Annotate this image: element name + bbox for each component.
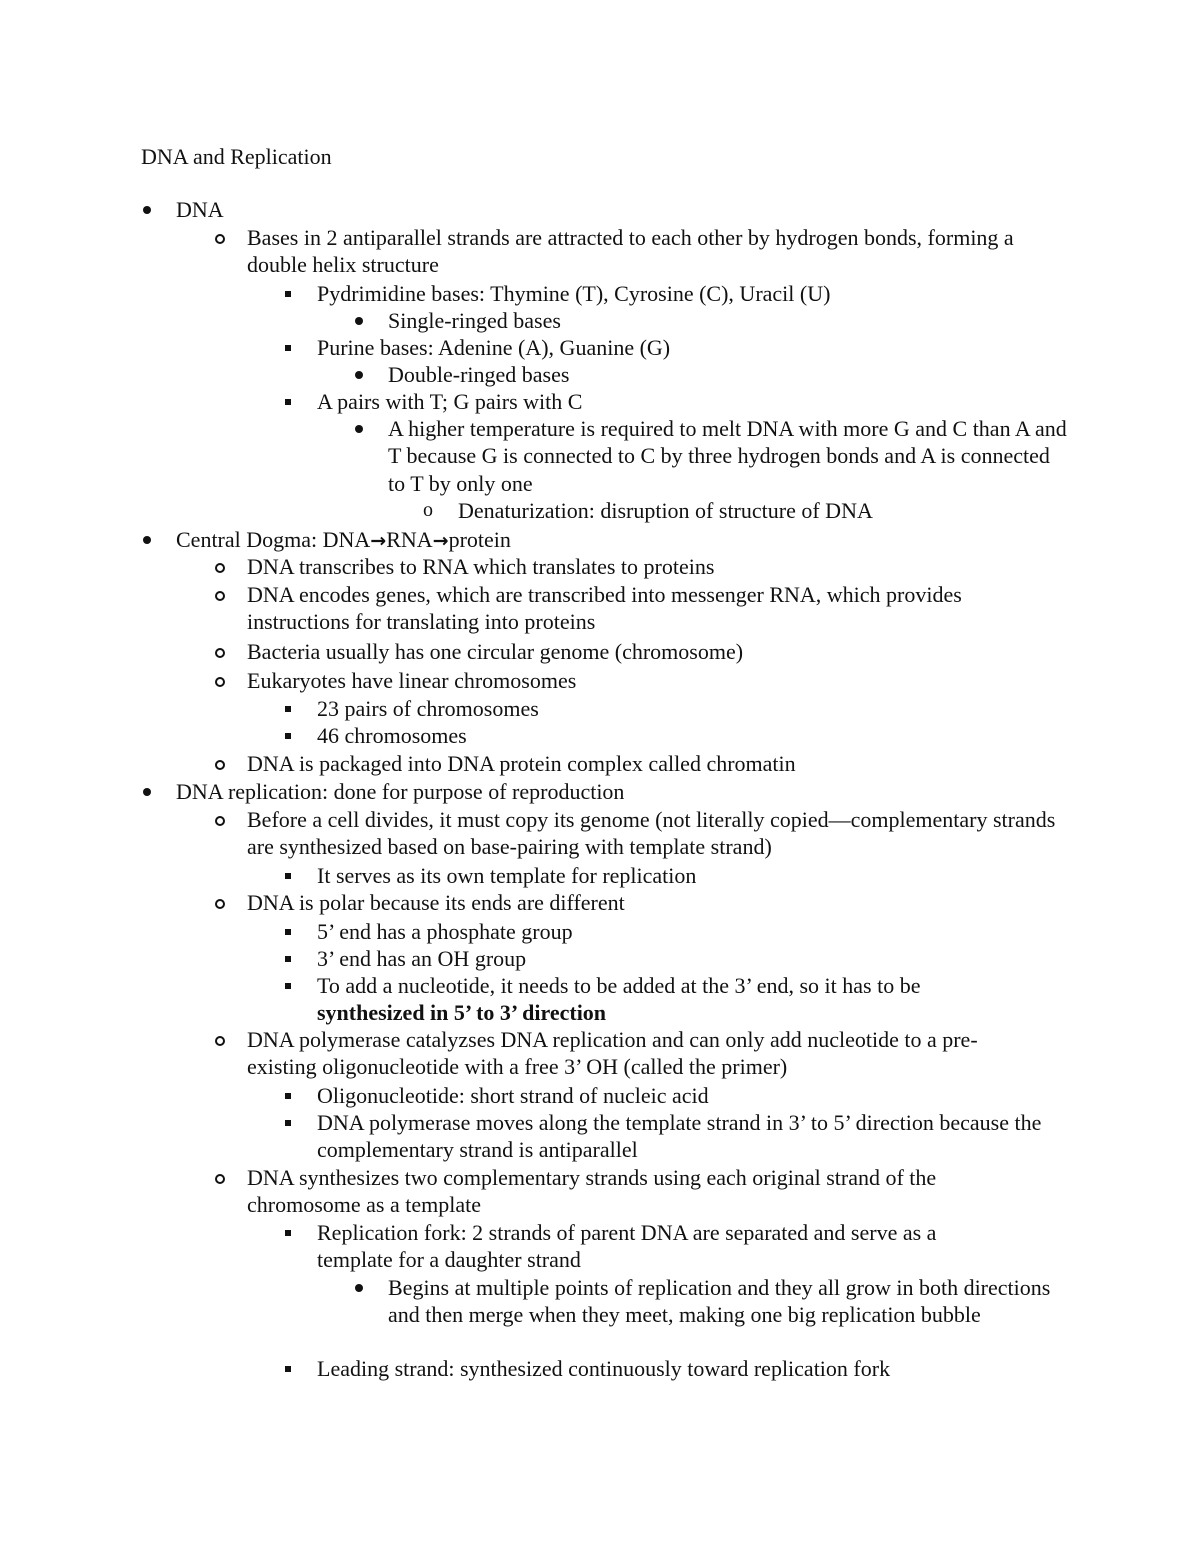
list-item: DNA polymerase catalyzses DNA replication and can only add nucleotide to a pre-existing oligonucleotide with a free 3’ OH (called the primer) bbox=[247, 1027, 978, 1080]
list-item: Leading strand: synthesized continuously toward replication fork bbox=[317, 1356, 891, 1381]
list-item: To add a nucleotide, it needs to be added at the 3’ end, so it has to be synthesized in 5’ to 3’ direction bbox=[317, 972, 1062, 1027]
list-item: 5’ end has a phosphate group bbox=[317, 919, 573, 944]
list-item: Central Dogma: DNA→RNA→protein bbox=[176, 527, 511, 552]
list-item: Replication fork: 2 strands of parent DNA are separated and serve as a template for a daughter strand bbox=[317, 1220, 937, 1273]
list-item: It serves as its own template for replication bbox=[317, 863, 697, 888]
list-item: DNA polymerase moves along the template strand in 3’ to 5’ direction because the complementary strand is antiparallel bbox=[317, 1110, 1042, 1163]
list-item: Bases in 2 antiparallel strands are attracted to each other by hydrogen bonds, forming a double helix structure bbox=[247, 225, 1014, 278]
list-item: A higher temperature is required to melt DNA with more G and C than A and T because G is connected to C by three hydrogen bonds and A is connected to T by only one bbox=[388, 416, 1067, 496]
right-arrow-icon: → bbox=[370, 530, 387, 552]
list-item: DNA bbox=[176, 197, 224, 222]
list-item: Pydrimidine bases: Thymine (T), Cyrosine (C), Uracil (U) bbox=[317, 281, 831, 306]
list-item: 3’ end has an OH group bbox=[317, 946, 527, 971]
list-item: 46 chromosomes bbox=[317, 723, 467, 748]
list-item: DNA is packaged into DNA protein complex called chromatin bbox=[247, 751, 796, 776]
list-item: DNA transcribes to RNA which translates to proteins bbox=[247, 554, 715, 579]
list-item: Before a cell divides, it must copy its genome (not literally copied—complementary strands are synthesized based on base-pairing with template strand) bbox=[247, 807, 1056, 860]
list-item: Bacteria usually has one circular genome (chromosome) bbox=[247, 639, 744, 664]
list-item: DNA is polar because its ends are different bbox=[247, 890, 625, 915]
right-arrow-icon: → bbox=[432, 530, 449, 552]
list-item: Single-ringed bases bbox=[388, 308, 561, 333]
list-item: A pairs with T; G pairs with C bbox=[317, 389, 583, 414]
list-item: DNA replication: done for purpose of reproduction bbox=[176, 779, 625, 804]
list-item: Eukaryotes have linear chromosomes bbox=[247, 668, 577, 693]
list-item: DNA encodes genes, which are transcribed into messenger RNA, which provides instructions for translating into proteins bbox=[247, 582, 962, 635]
list-item: Denaturization: disruption of structure of DNA bbox=[458, 498, 873, 523]
list-item: DNA synthesizes two complementary strands using each original strand of the chromosome as a template bbox=[247, 1165, 937, 1218]
list-item: Double-ringed bases bbox=[388, 362, 570, 387]
list-item: Oligonucleotide: short strand of nucleic acid bbox=[317, 1083, 709, 1108]
list-item: Purine bases: Adenine (A), Guanine (G) bbox=[317, 335, 671, 360]
document-title: DNA and Replication bbox=[141, 144, 332, 169]
emphasis-text: synthesized in 5’ to 3’ direction bbox=[317, 1000, 607, 1026]
list-item: 23 pairs of chromosomes bbox=[317, 696, 539, 721]
list-item: Begins at multiple points of replication and they all grow in both directions and then merge when they meet, making one big replication bubble bbox=[388, 1275, 1051, 1328]
